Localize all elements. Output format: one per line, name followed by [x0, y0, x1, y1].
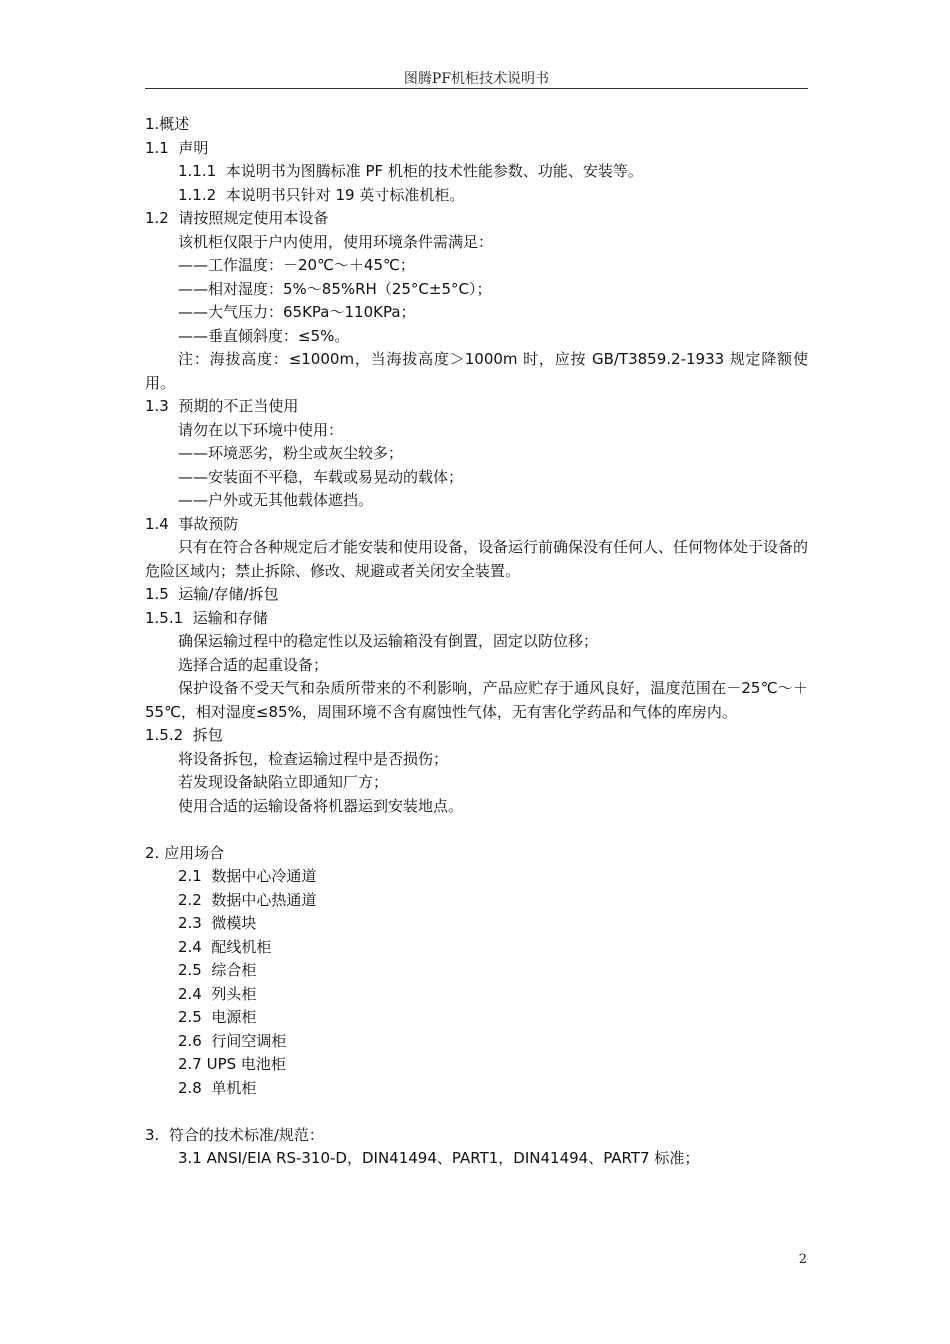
unpack-line: 若发现设备缺陷立即通知厂方； — [178, 773, 389, 791]
condition-temperature: ——工作温度：－20℃～＋45℃； — [178, 256, 415, 274]
application-item: 2.3 微模块 — [178, 914, 257, 932]
application-item: 2.2 数据中心热通道 — [178, 890, 317, 909]
section-1-1-2-text: 1.1.2 本说明书只针对 19 英寸标准机柜。 — [178, 185, 465, 204]
document-body — [145, 113, 808, 1171]
section-1-5-heading: 1.5 运输/存储/拆包 — [145, 585, 279, 603]
unpack-line: 使用合适的运输设备将机器运到安装地点。 — [178, 796, 464, 815]
blank-line — [145, 1100, 808, 1124]
header-divider — [145, 88, 808, 89]
storage-paragraph: 保护设备不受天气和杂质所带来的不利影响，产品应贮存于通风良好，温度范围在－25℃～＋55℃，相对湿度≤85%，周围环境不含有腐蚀性气体，无有害化学药品和气体的库房内。 — [145, 679, 808, 721]
section-3-heading: 3. 符合的技术标准/规范： — [145, 1125, 324, 1144]
application-item: 2.1 数据中心冷通道 — [178, 867, 317, 885]
section-1-1-heading: 1.1 声明 — [145, 138, 209, 157]
section-1-4-heading: 1.4 事故预防 — [145, 514, 239, 533]
condition-tilt: ——垂直倾斜度：≤5%。 — [178, 326, 350, 345]
misuse-item: ——安装面不平稳，车载或易晃动的载体； — [178, 467, 464, 486]
condition-pressure: ——大气压力：65KPa～110KPa； — [178, 303, 416, 321]
section-1-heading: 1.概述 — [145, 115, 190, 133]
section-1-1-1-text: 1.1.1 本说明书为图腾标准 PF 机柜的技术性能参数、功能、安装等。 — [178, 162, 643, 180]
section-1-2-intro: 该机柜仅限于户内使用，使用环境条件需满足： — [178, 232, 494, 251]
application-item: 2.4 列头柜 — [178, 984, 257, 1003]
misuse-item: ——环境恶劣，粉尘或灰尘较多； — [178, 444, 404, 462]
section-1-5-1-heading: 1.5.1 运输和存储 — [145, 608, 268, 627]
page-header-title: 图腾PF机柜技术说明书 — [403, 71, 550, 87]
misuse-item: ——户外或无其他载体遮挡。 — [178, 491, 374, 509]
section-1-2-note: 注：海拔高度：≤1000m，当海拔高度＞1000m 时，应按 GB/T3859.2-1933 规定降额使用。 — [145, 350, 808, 392]
application-item: 2.5 综合柜 — [178, 961, 257, 979]
page-number: 2 — [798, 1252, 807, 1267]
section-1-5-2-heading: 1.5.2 拆包 — [145, 726, 223, 744]
section-1-2-heading: 1.2 请按照规定使用本设备 — [145, 209, 329, 227]
section-1-3-heading: 1.3 预期的不正当使用 — [145, 397, 299, 415]
unpack-line: 将设备拆包，检查运输过程中是否损伤； — [178, 749, 449, 768]
transport-line: 选择合适的起重设备； — [178, 655, 329, 674]
application-item: 2.7 UPS 电池柜 — [178, 1055, 286, 1073]
section-2-heading: 2. 应用场合 — [145, 843, 225, 862]
application-item: 2.8 单机柜 — [178, 1078, 257, 1097]
application-item: 2.5 电源柜 — [178, 1008, 257, 1026]
condition-humidity: ——相对湿度：5%～85%RH（25°C±5°C）； — [178, 279, 492, 298]
blank-line — [145, 818, 808, 842]
application-item: 2.4 配线机柜 — [178, 937, 272, 956]
section-1-3-intro: 请勿在以下环境中使用： — [178, 420, 344, 439]
standard-item: 3.1 ANSI/EIA RS-310-D，DIN41494、PART1，DIN41494、PART7 标准； — [178, 1149, 700, 1167]
transport-line: 确保运输过程中的稳定性以及运输箱没有倒置，固定以防位移； — [178, 632, 599, 650]
application-item: 2.6 行间空调柜 — [178, 1031, 287, 1050]
section-1-4-text: 只有在符合各种规定后才能安装和使用设备，设备运行前确保没有任何人、任何物体处于设备的危险区域内；禁止拆除、修改、规避或者关闭安全装置。 — [145, 538, 809, 580]
